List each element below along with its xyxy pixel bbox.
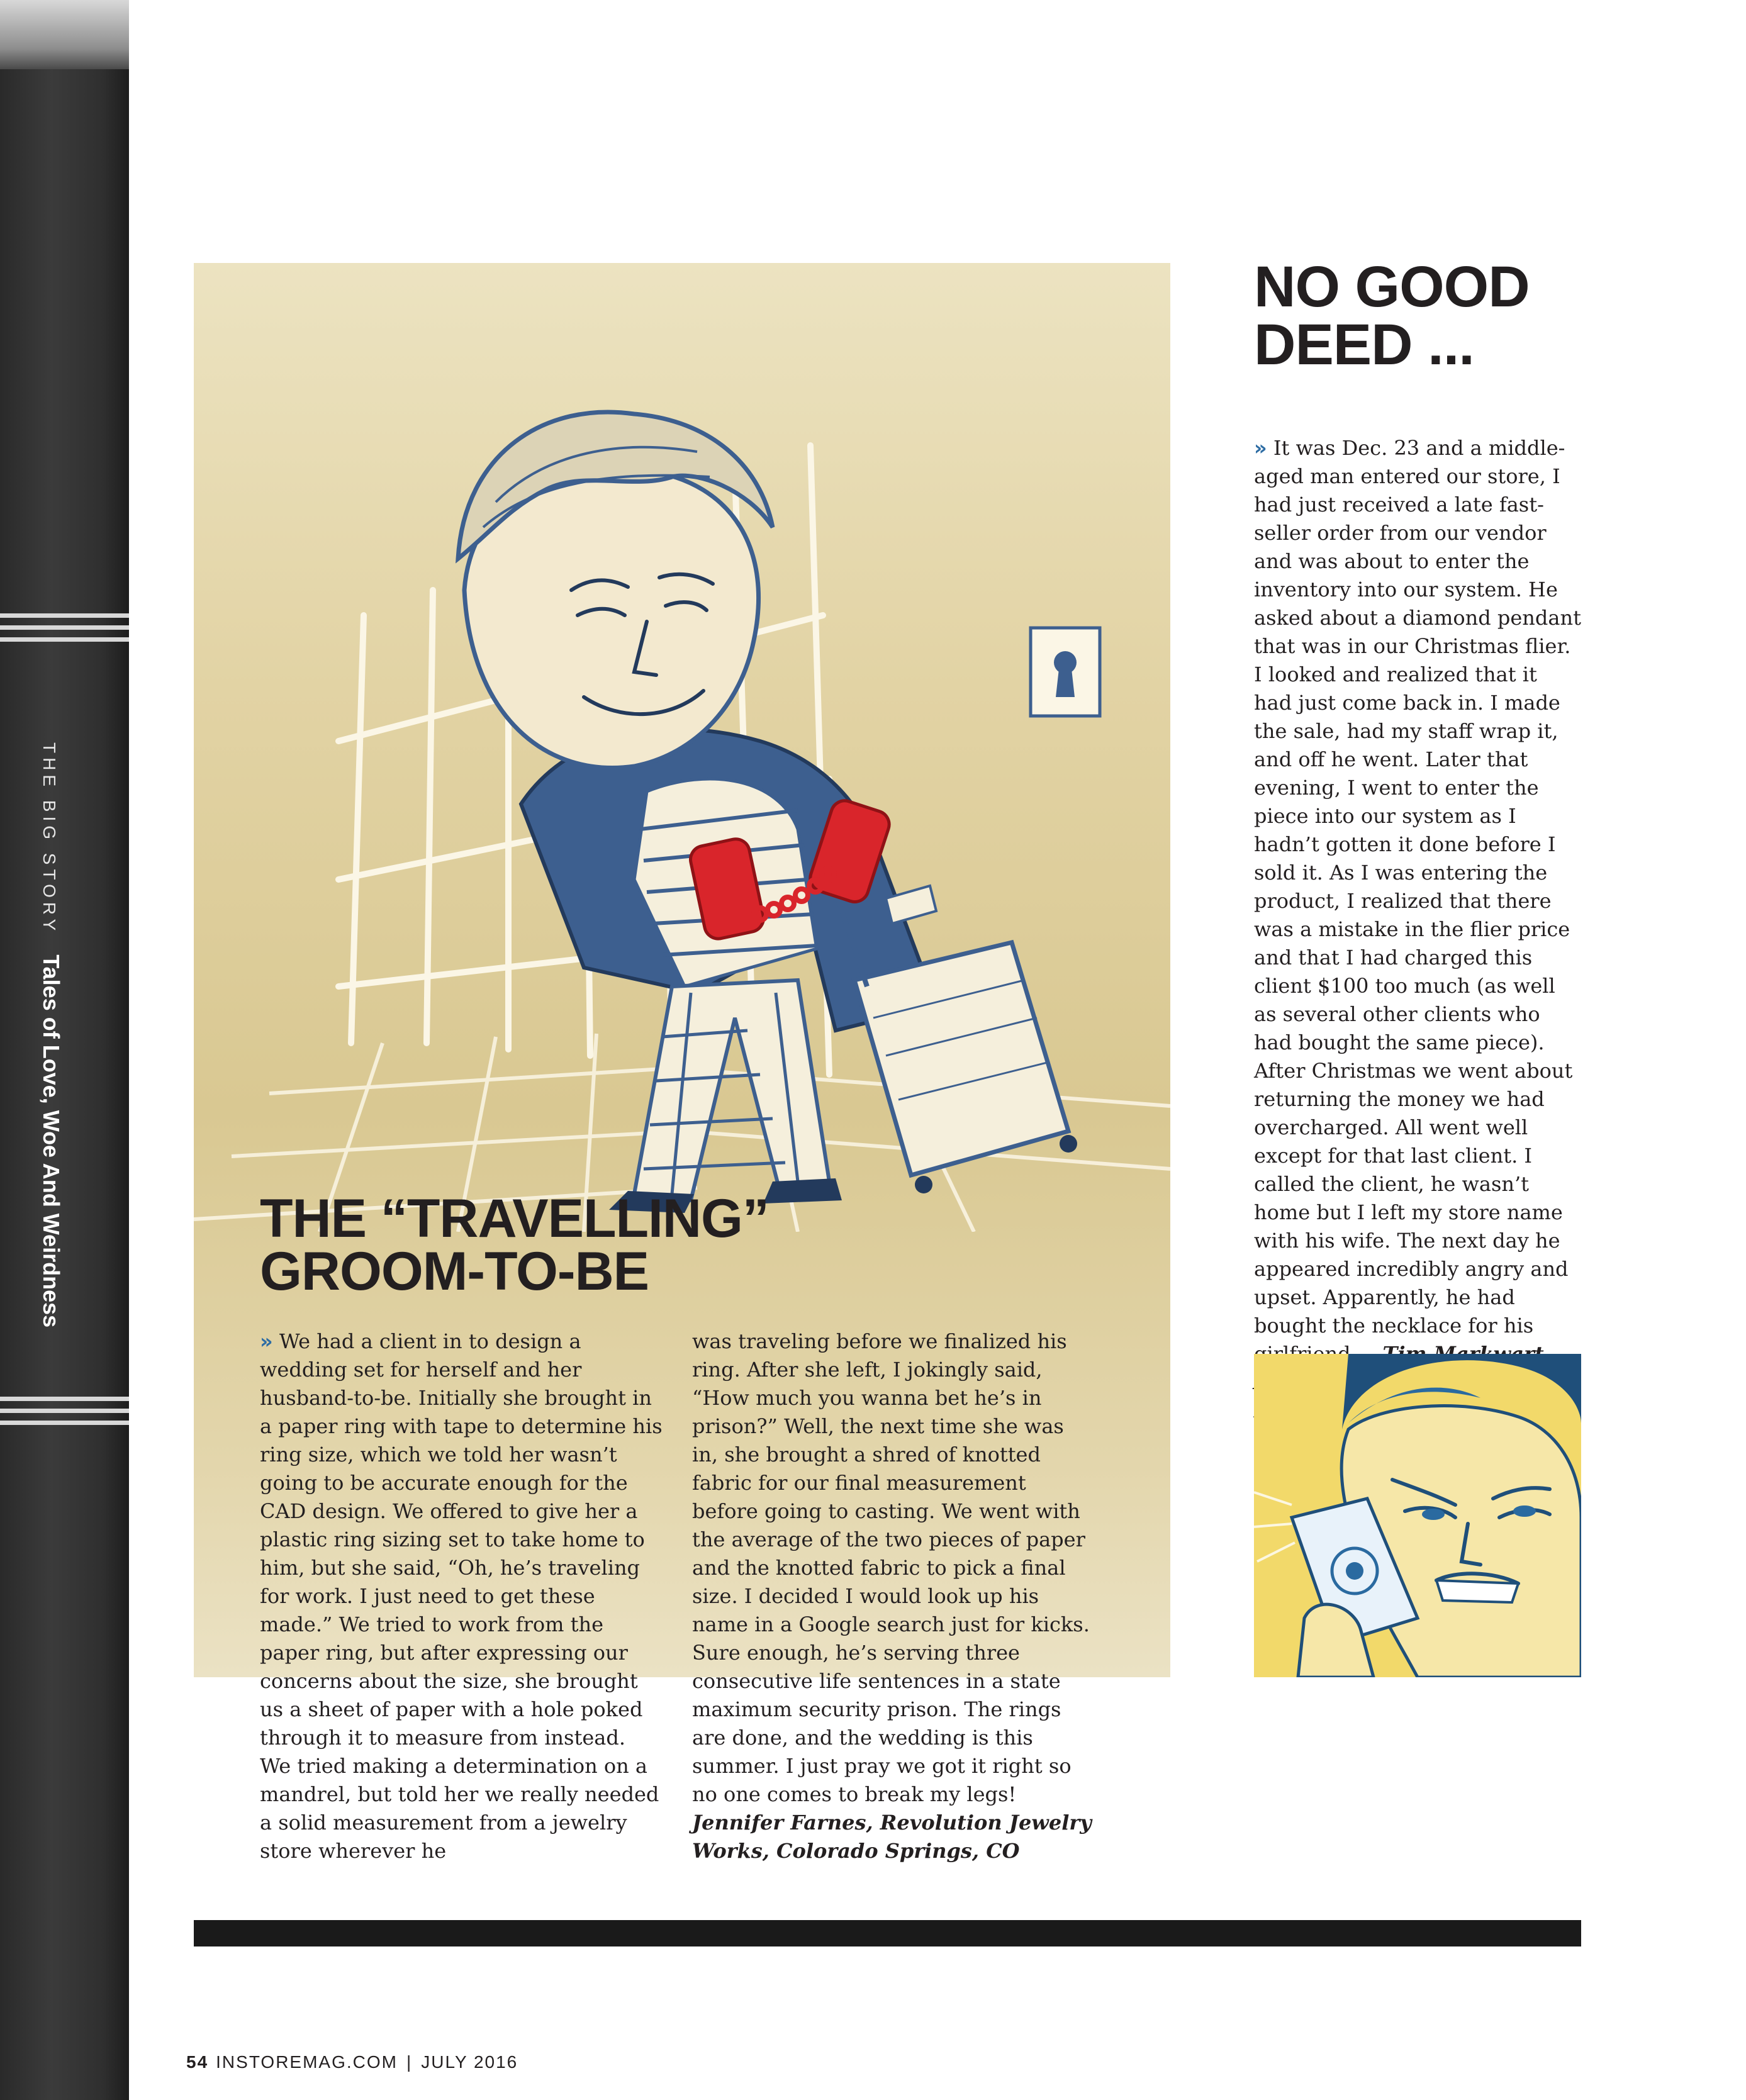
travelling-groom-headline — [260, 1188, 769, 1302]
travelling-groom-column-2 — [692, 1327, 1095, 1865]
section-title: Tales of Love, Woe And Weirdness — [38, 954, 64, 1328]
no-good-deed-headline — [1254, 255, 1530, 377]
spine-top-edge — [0, 0, 129, 69]
footer-rule — [194, 1920, 1581, 1946]
story-text: It was Dec. 23 and a middle-aged man entered our store, I had just received a late fast-seller order from our vendor and was about to enter the inventory into our system. He asked about a diamond pendant that was in our Christmas flier. I looked and realized that it had just come back in. I made the sale, had my staff wrap it, and off he went. Later that evening, I went to enter the piece into our system as I hadn’t gotten it done before I sold it. As I was entering the product, I realized that there was a mistake in the flier price and that I had charged this client $100 too much (as well as several other clients who had bought the same piece). After Christmas we went about returning the money we had overcharged. All went well except for that last client. I called the client, he wasn’t home but I left my store name with his wife. The next day he appeared incredibly angry and upset. Apparently, he had bought the necklace for his — [1254, 436, 1581, 1338]
section-label — [38, 742, 64, 1327]
chevron-marker-icon: » — [1254, 436, 1267, 460]
headline-line-1: THE “TRAVELLING” — [260, 1188, 769, 1249]
headline-line-1: NO GOOD — [1254, 255, 1530, 319]
spine-stripes-upper — [0, 613, 129, 649]
issue-date: JULY 2016 — [421, 2052, 518, 2072]
angry-man-illustration — [1254, 1354, 1581, 1677]
page-folio — [186, 2052, 518, 2072]
story-text: was traveling before we finalized his ring. After she left, I jokingly said, “How much you wanna bet he’s in prison?” Well, the next time she was in, she brought a shred of knotted fabric for our final measurement before going to casting. We went with the average of the two pieces of paper and the knotted fabric to pick a final size. I decided I would look up his name in a Google search just for kicks. Sure enough, he’s serving three consecutive life sentences in a state maximum security prison. The rings are done, and the wedding is this summer. I just pray we got it right so no one comes to break my legs! — [692, 1329, 1090, 1806]
spine-stripes-lower — [0, 1397, 129, 1433]
story-text: We had a client in to design a wedding set for herself and her husband-to-be. Initially she brought in a paper ring with tape to determine his ring size, which we told her wasn’t going to be accurate enough for the CAD design. We offered to give her a plastic ring sizing set to take home to him, but she said, “Oh, he’s traveling for work. I just need to get these made.” We tried to work from the paper ring, but after expressing our concerns about the size, she brought us a sheet of paper with a hole poked through it to measure from instead. We tried making a determination on a mandrel, but told her we really needed a solid measurement from a jewelry store wherever he — [260, 1329, 663, 1863]
prisoner-illustration — [194, 263, 1170, 1232]
site-name: INSTOREMAG.COM — [216, 2052, 398, 2072]
angry-man-drawing — [1254, 1354, 1581, 1677]
byline: Jennifer Farnes, Revolution Jewelry Works, Colorado Springs, CO — [692, 1811, 1092, 1863]
chevron-marker-icon: » — [260, 1329, 273, 1353]
book-spine — [0, 0, 129, 2100]
folio-separator: | — [406, 2052, 413, 2072]
page-number: 54 — [186, 2052, 209, 2072]
section-kicker: THE BIG STORY — [40, 742, 59, 936]
headline-line-2: DEED ... — [1254, 313, 1474, 377]
no-good-deed-column — [1254, 434, 1581, 1453]
travelling-groom-column-1 — [260, 1327, 663, 1865]
headline-line-2: GROOM-TO-BE — [260, 1241, 649, 1302]
